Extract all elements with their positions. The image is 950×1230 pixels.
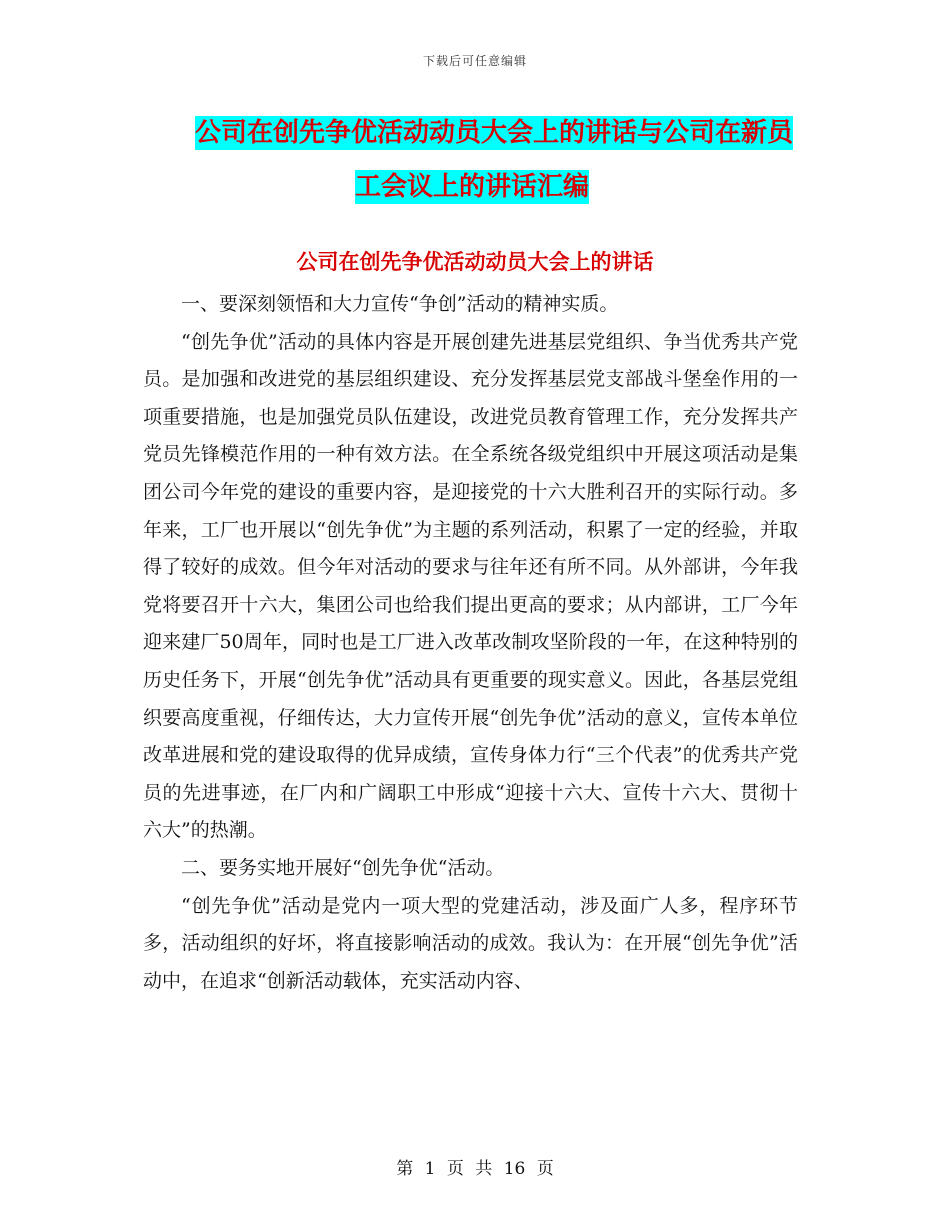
- page-footer-page-number: 第 1 页 共 16 页: [396, 1159, 554, 1179]
- page-header-note: 下载后可任意编辑: [422, 54, 527, 68]
- paragraph-1: 一、要深刻领悟和大力宣传“争创”活动的精神实质。: [181, 293, 619, 315]
- document-title-line-2: [355, 160, 815, 214]
- title-line-1-text: 公司在创先争优活动动员大会上的讲话与公司在新员: [195, 118, 794, 148]
- document-title-line-1: [195, 106, 815, 160]
- title-line-2-text: 工会议上的讲话汇编: [355, 172, 590, 202]
- section-title: 公司在创先争优活动动员大会上的讲话: [296, 250, 654, 274]
- paragraph-2: “创先争优”活动的具体内容是开展创建先进基层党组织、争当优秀共产党员。是加强和改进党的基层组织建设、充分发挥基层党支部战斗堡垒作用的一项重要措施，也是加强党员队伍建设，改进党员教育管理工作，充分发挥共产党员先锋模范作用的一种有效方法。在全系统各级党组织中开展这项活动是集团公司今年党的建设的重要内容，是迎接党的十六大胜利召开的实际行动。多年来，工厂也开展以“创先争优”为主题的系列活动，积累了一定的经验，并取得了较好的成效。但今年对活动的要求与往年还有所不同。从外部讲，今年我党将要召开十六大，集团公司也给我们提出更高的要求；从内部讲，工厂今年迎来建厂50周年，同时也是工厂进入改革改制攻坚阶段的一年，在这种特别的历史任务下，开展“创先争优”活动具有更重要的现实意义。因此，各基层党组织要高度重视，仔细传达，大力宣传开展“创先争优”活动的意义，宣传本单位改革进展和党的建设取得的优异成绩，宣传身体力行“三个代表”的优秀共产党员的先进事迹，在厂内和广阔职工中形成“迎接十六大、宣传十六大、贯彻十六大”的热潮。: [143, 330, 798, 842]
- body-text: [143, 286, 798, 1000]
- paragraph-3: 二、要务实地开展好“创先争优“活动。: [181, 856, 505, 879]
- paragraph-4: “创先争优”活动是党内一项大型的党建活动，涉及面广人多，程序环节多，活动组织的好坏，将直接影响活动的成效。我认为：在开展“创先争优”活动中，在追求“创新活动载体，充实活动内容、: [143, 894, 798, 992]
- document-title: [195, 106, 815, 214]
